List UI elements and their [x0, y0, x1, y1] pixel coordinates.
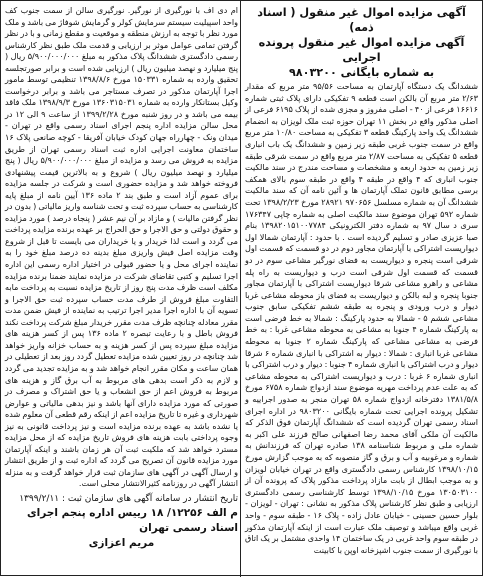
notice-header	[245, 5, 478, 80]
right-column	[240, 1, 482, 577]
notice-subtitle: آگهی مزایده اموال غیر منقول پرونده اجرایی	[258, 36, 465, 64]
left-column	[1, 1, 242, 577]
archive-number: به شماره بایگانی ۹۸۰۳۲۰۰	[288, 66, 435, 79]
publication-date: تاریخ انتشار در سامانه آگهی های سازمان ثبت : ۱۳۹۹/۲/۱۱	[19, 493, 238, 504]
property-description-text: ششدانگ یک دستگاه آپارتمان به مساحت ۹۵/۵۶ متر مربع که مقدار ۲/۶۳ متر مربع آن بالکن است قطعه ۹ تفکیکی دارای پلاک ثبتی شماره ۱۶۶۱۶ فرعی از ۴۰ - اصلی مفروز و مجزی شده از پلاک ۶۱۹۵ فرعی از اصلی مذکور واقع در بخش ۱۱ تهران حوزه ثبت ملک لویزان به انضمام ششدانگ یک واحد پارکینگ قطعه ۳ تفکیکی به مساحت ۱۰/۸۰ متر مربع واقع در سمت جنوب غربی طبقه زیر زمین و ششدانگ یک باب انباری قطعه ۵ تفکیکی به مساحت ۲/۸۷ متر مربع واقع در سمت شرقی طبقه زیر زمین به حدود اربعه و مشخصات و مساحت مندرج در سند مالکیت جنوب انباری که ۴ واقع در طبقه ۴ واقع در طبقه سوم بالای همکف برسی مطابق قانون تملک آپارتمان ها و آئین نامه آن که سند مالکیت ششدانگ آن به شماره مسلسل ۹۷۰۶۵۶ ۲۸۹۲۱ مورخ ۱۳۹۸/۲/۲۳ تحت شماره ۵۹۲ تهران موضوع سند مالکیت اصلی به شماره چاپی ۱۷۶۳۴۷ سری د سال ۹۷ به شماره دفتر الکترونیکی ۱۳۹۸۲۰۱۵۱۰۰۷۷۸۴ بنام صبا عزیزی صادر و تسلیم گردیده است . با حدود : آپارتمان شمالا اول دیواریست اشتراکی با آپارتمان مجاور دوم در دو قسمت که قسمت اول شرقی است پنجره و دیواریست به فضای نورگیر مشاعی سوم در دو قسمت که قسمت اول شرقی است درب و دیواریست به راه پله مشاعی و راهرو مشاعی شرقا دیواریست اشتراکی با آپارتمان مجاور جنوبا پنجره و لبه بالکن و دیواریست به فضای باز محوطه مشاعی غربا دیوار و درب ورودی و پنجره به طبقه ششم تفکیکی سابق جنوب مشاعی ششم ۵ - شمالا به حدود پارکینگ : شمالا به خط فرضی است به پارکینگ شماره ۴ جنوبا به مشاعی به محوطه مشاعی غربا : به خط فرضی به مشاعی مشاعی که پارکینگ شماره ۲ جنوبا به محوطه مشاعی غربا انباری : شمالا : دیوار به اشتراکی با انباری شماره ۶ شرقا دیوار و درب اشتراکی با انباری شماره ۴ جنوبا : دیوار و درب اشتراکی با انباری شماره ۶ غربا : درب و دیواریست اشتراکی به محوطه مشاعی که به علت عدم پرداخت مهریه موضوع سند ازدواج شماره ۶۷۵۸ مورخ ۱۳۸۱/۵/۸ دفترخانه ازدواج شماره ۵۸ تهران منجر به صدور اجراییه و تشکیل پرونده اجرایی تحت شماره بایگانی ۹۸۰۳۲۰۰ در اداره اجرای اسناد رسمی تهران گردیده است که ششدانگ آپارتمان فوق الذکر که مالکیت آن ملکی آقای محمد رضا اصفهانی صالح فرزند علی اکبر به شماره ملی و مربوط شناسنامه ۱۳۸ صادره تهران که فرزندانش به شماره و مرغوبیه و آب و برق و گاز منصوبه که به موجب گزارش مورخ ۱۳۹۸/۱۰/۱۵ کارشناس رسمی دادگستری واقع در تهران خیابان لویزان و به موجب ابطال از بابت مازاد پرداخت مذکور پلاک که پرونده آن از ۱۳۰۵۰۳۱۰۰ مورخ ۱۳۹۸/۱۰/۱۵ توسط کارشناسی رسمی دادگستری ارزیابی و طبق نظر کارشناس پلاک مذکور به نشانی : تهران - لویزان - بلوار حسین حسینی - خیابان عادل زاده - پلاک ۱۶ - طبقه سوم - واحد غربی واقع میباشد و توصیف ملک عبارت است از اینکه آپارتمان مذکور در طبقه سوم واحد غربی در یک ساختمان ۱۴ واحدی مشتمل بر یک اتاق با نورگیری از سمت جنوب اشپزخانه اوپن با کابینت	[245, 81, 479, 555]
signature-line: م الف ۱۲۲۵۶/ ۱۸ رییس اداره پنجم اجرای اسناد رسمی تهران	[27, 506, 238, 534]
signatory-name: مریم اعزازی	[88, 536, 155, 549]
notice-title: آگهی مزایده اموال غیر منقول ( اسناد ذمه)	[257, 6, 466, 34]
auction-terms-text: ام دی اف با نورگیری از نورگیر. نورگیری سالن از سمت جنوب کف واحد اسپیلیت سیستم سرمایش کولر و گرمایش شوفاژ می باشد و ملک مورد نظر با توجه به ارزش منطقه و موقعیت و مقطع زمانی و با در نظر گرفتن تمامی عوامل موثر بر ارزیابی و قدمت ملک طبق نظر کارشناس رسمی دادگستری ششدانگ پلاک مذکور به مبلغ ۵/۹۰۰/۰۰۰/۰۰۰ ریال ( پنج میلیارد و نهصد میلیون ریال ) ارزیابی شده است و برابر صورتجلسه تحقیق وارده به شماره ۱۵۰۳۳۱ مورخ ۱۳۹۸/۸/۶ تنظیمی توسط مامور اجرا آپارتمان مذکور در تصرف مستاجر می باشد و برابر درخواست وکیل بستانکار وارده به شماره ۱۳۶۰۳۱۵۰۳۱ مورخ ۱۳۹۸/۹/۳ ملک فاقد بیمه می باشد و در روز شنبه مورخ ۱۳۹۹/۲/۲۸ از ساعت ۹ الی ۱۲ در محل سالن مزایده اداره پنجم اجرای اسناد رسمی واقع در تهران - میدان ونک - چهارراه جهان کودک خیابان آفریقا - کوچه صانعی پلاک ۱۶ ساختمان معاونت اجرایی اداره ثبت اسناد رسمی تهران از طریق مزایده به فروش می رسد و مزایده از مبلغ ۵/۹۰۰/۰۰۰/۰۰۰ ریال ( پنج میلیارد و نهصد میلیون ریال ) شروع و به بالاترین قیمت پیشنهادی فروخته خواهد شد و مزایده حضوری است و شرکت در جلسه مزایده برای عموم آزاد است و طبق بند ۲ ماده ۱۳۶ آیین نامه از مبلغ پایه کارشناسی به حساب سپرده ثبت و تحت شناسه واریز مالیاتی ( بدون در نظر گرفتن مالیات ) و مازاد بر آن نیم عشر ( پنجاه درصد ) مورد مزایده و حقوق دولتی و حق الاجرا و حق الحراج بر عهده برنده مزایده پرداخت می گردد و است لذا خریدار و یا خریداران می بایست تا قبل از شروع وقت مزایده اصل فیش واریزی مبلغ بدینه ده درصد مبلغ خود را به نماینده اجرای محل و یا حضور قبولی در اختیار اداره رسمی این اداره اجرا تسلیم و کتبی تقاضای شرکت در مزایده نمایند ضمنا برنده مزایده مکلف است ظرف مدت پنج روز از تاریخ مزایده نسبت به پرداخت مابه التفاوت مبلغ فروش از طرف مدت حساب سپرده ثبت حق الاجرا و تسویه آن با اداره اجرا مدیر اجرا ترتیب به نماینده از فیش ضمن مدت مقرر معادله چنانچه ظرف مدت مقرر خریدار مبلغ شرکت پرداخت نکند فروش باطل و با رعایت تبصره ۲ ماده ۱۳۶ پس از کسر هزینه های مزایده مبلغ سپرده پس از کسر هزینه و به حساب خزانه واریز خواهد شد چنانچه در روز تعیین شده مزایده تعطیل گردد روز بعد از تعطیلی در همان ساعت و مکان مقرر انجام خواهد شد و به مزایده تجدید می گردد و لازم به ذکر است بدهی های مربوط به آب برق گاز و هزینه های مربوط به فروش اعم از حق انشعاب و یا حق اشتراک و مصرف در صورتی که مورد مزایده دارای آنها باشد و نیز بدهی مالیاتی و عوارض شهرداری و غیره تا تاریخ مزایده اعم از اینکه رقم قطعی آن معلوم شده یا نشده باشد به عهده برنده مزایده است و نیز پرداخت قانونی به نیز وجوه پرداختی بابت هزینه های فروش تاریخ مزایده که از محل مزایده مسترد خواهد شد که ملکیت ثبت آن هر زمان باشند و اینکه آپارتمان مورد مزایده قانون آن تصریح می گردد که اداره ثبت و از طریق انتشار و ارسال آگهی در آگهی های سازمان ثبت قرار خواهد گرفت و به منزله انتشار آگهی در روزنامه کثیرالانتشار محلی است.	[5, 5, 239, 489]
notice-footer	[5, 493, 238, 551]
